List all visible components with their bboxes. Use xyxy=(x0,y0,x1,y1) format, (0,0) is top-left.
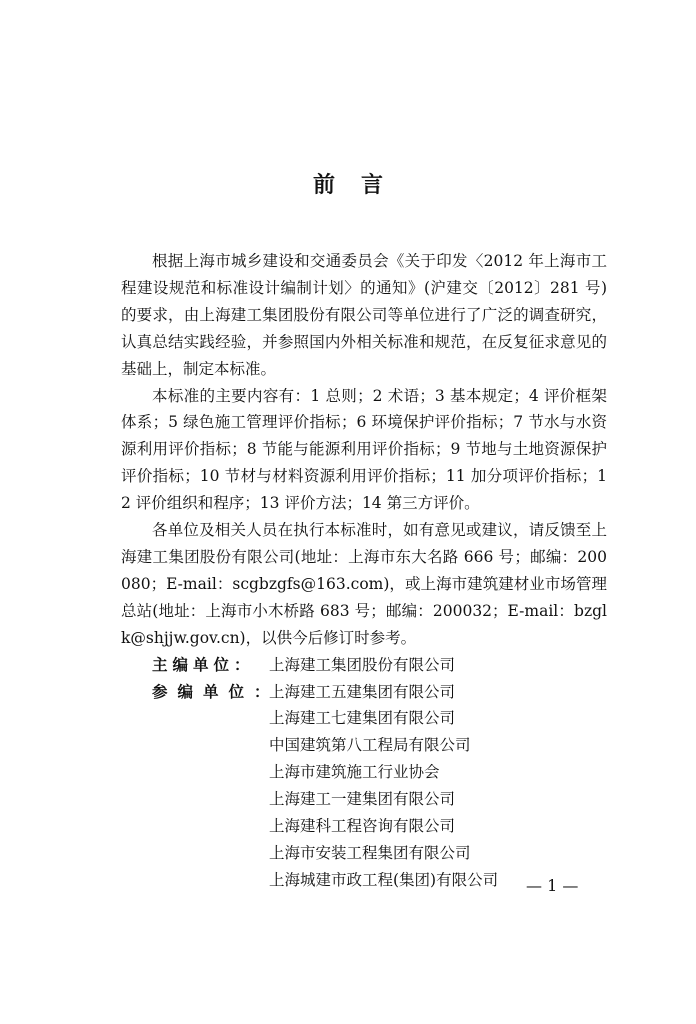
participating-unit-row xyxy=(121,813,607,840)
participating-unit-row xyxy=(121,732,607,759)
participating-unit-row xyxy=(121,705,607,732)
participating-unit-name: 上海城建市政工程(集团)有限公司 xyxy=(269,870,499,889)
paragraph-basis: 根据上海市城乡建设和交通委员会《关于印发〈2012 年上海市工程建设规范和标准设计编制计划〉的通知》(沪建交〔2012〕281 号)的要求，由上海建工集团股份有限公司等单位进行了广泛的调查研究，认真总结实践经验，并参照国内外相关标准和规范，在反复征求意见的基础上，制定本标准。 xyxy=(121,252,607,378)
participating-unit-row xyxy=(121,786,607,813)
chief-unit-name: 上海建工集团股份有限公司 xyxy=(269,655,456,674)
page-number: — 1 — xyxy=(526,876,579,895)
participating-unit-colon: ： xyxy=(254,681,270,701)
participating-unit-label: 参编单位： xyxy=(152,681,270,701)
participating-unit-name: 上海市建筑施工行业协会 xyxy=(269,763,440,782)
participating-unit-name: 上海建工七建集团有限公司 xyxy=(269,709,456,728)
paragraph-feedback: 各单位及相关人员在执行本标准时，如有意见或建议，请反馈至上海建工集团股份有限公司(地址：上海市东大名路 666 号；邮编：200080；E-mail：scgbzgfs@163.com)，或上海市建筑建材业市场管理总站(地址：上海市小木桥路 683 号；邮编：200032；E-mail：bzglk@shjjw.gov.cn)，以供今后修订时参考。 xyxy=(121,521,607,647)
page-title: 前言 xyxy=(312,172,409,198)
participating-unit-name: 上海市安装工程集团有限公司 xyxy=(269,843,471,862)
participating-unit-name: 上海建工五建集团有限公司 xyxy=(269,682,456,701)
paragraph-contents: 本标准的主要内容有：1 总则；2 术语；3 基本规定；4 评价框架体系；5 绿色施工管理评价指标；6 环境保护评价指标；7 节水与水资源利用评价指标；8 节能与能源利用评价指标；9 节地与土地资源保护评价指标；10 节材与材料资源利用评价指标；11 加分项评价指标；12 评价组织和程序；13 评价方法；14 第三方评价。 xyxy=(121,386,607,513)
units-list xyxy=(121,652,607,894)
participating-unit-name: 上海建科工程咨询有限公司 xyxy=(269,817,456,836)
document-body xyxy=(121,248,607,894)
chief-unit-row xyxy=(121,652,607,679)
chief-unit-label: 主编单位： xyxy=(152,654,250,674)
participating-unit-name: 中国建筑第八工程局有限公司 xyxy=(269,736,471,755)
participating-unit-row xyxy=(121,679,607,706)
participating-unit-row xyxy=(121,840,607,867)
participating-unit-row xyxy=(121,759,607,786)
participating-unit-name: 上海建工一建集团有限公司 xyxy=(269,790,456,809)
chief-unit-colon: ： xyxy=(234,654,250,674)
